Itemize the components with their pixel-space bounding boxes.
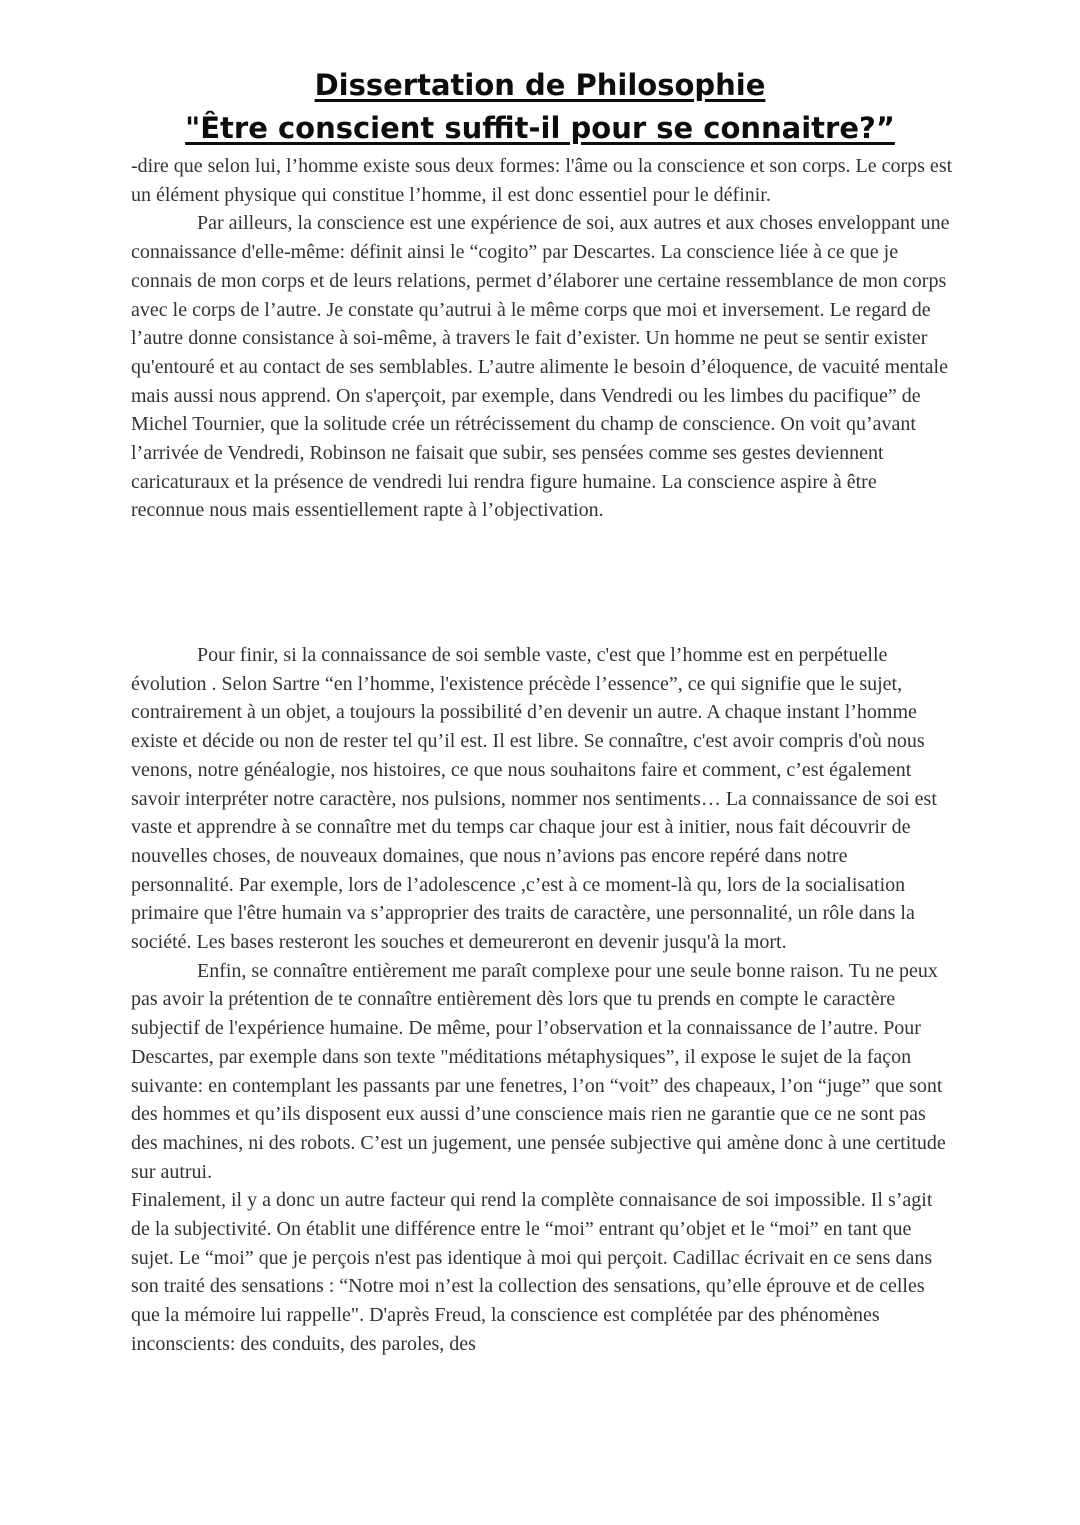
paragraph: Finalement, il y a donc un autre facteur qui rend la complète connaisance de soi impossible. Il s’agit de la subjectivité. On établit une différence entre le “moi” entrant qu’objet et le “moi” en tant que sujet. Le “moi” que je perçois n'est pas identique à moi qui perçoit. Cadillac écrivait en ce sens dans son traité des sensations : “Notre moi n’est la collection des sensations, qu’elle éprouve et de celles que la mémoire lui rappelle". D'après Freud, la conscience est complétée par des phénomènes inconscients: des conduits, des paroles, des: [131, 1189, 933, 1355]
document-title: Dissertation de Philosophie: [314, 68, 766, 102]
document-subtitle: "Être conscient suffit-il pour se connaitre?”: [185, 111, 895, 145]
paragraph: Pour finir, si la connaissance de soi semble vaste, c'est que l’homme est en perpétuelle évolution . Selon Sartre “en l’homme, l'existence précède l’essence”, ce qui signifie que le sujet, contrairement à un objet, a toujours la possibilité d’en devenir un autre. A chaque instant l’homme existe et décide ou non de rester tel qu’il est. Il est libre. Se connaître, c'est avoir compris d'où nous venons, notre généalogie, nos histoires, ce que nous souhaitons faire et comment, c’est également savoir interpréter notre caractère, nos pulsions, nommer nos sentiments… La connaissance de soi est vaste et apprendre à se connaître met du temps car chaque jour est à initier, nous fait découvrir de nouvelles choses, de nouveaux domaines, que nous n’avions pas encore repéré dans notre personnalité. Par exemple, lors de l’adolescence ,c’est à ce moment-là qu, lors de la socialisation primaire que l'être humain va s’approprier des traits de caractère, une personnalité, un rôle dans la société. Les bases resteront les souches et demeureront en devenir jusqu'à la mort.: [131, 644, 937, 954]
paragraph: Par ailleurs, la conscience est une expérience de soi, aux autres et aux choses enveloppant une connaissance d'elle-même: définit ainsi le “cogito” par Descartes. La conscience liée à ce que je connais de mon corps et de leurs relations, permet d’élaborer une certaine ressemblance de mon corps avec le corps de l’autre. Je constate qu’autrui à le même corps que moi et inversement. Le regard de l’autre donne consistance à soi-même, à travers le fait d’exister. Un homme ne peut se sentir exister qu'entouré et au contact de ses semblables. L’autre alimente le besoin d’éloquence, de vacuité mentale mais aussi nous apprend. On s'aperçoit, par exemple, dans Vendredi ou les limbes du pacifique” de Michel Tournier, que la solitude crée un rétrécissement du champ de conscience. On voit qu’avant l’arrivée de Vendredi, Robinson ne faisait que subir, ses pensées comme ses gestes deviennent caricaturaux et la présence de vendredi lui rendra figure humaine. La conscience aspire à être reconnue nous mais essentiellement rapte à l’objectivation.: [131, 212, 950, 522]
paragraph: -dire que selon lui, l’homme existe sous deux formes: l'âme ou la conscience et son corps. Le corps est un élément physique qui constitue l’homme, il est donc essentiel pour le définir.: [131, 155, 953, 206]
text-section-1: [131, 152, 953, 525]
text-section-2: [131, 641, 953, 1359]
paragraph: Enfin, se connaître entièrement me paraît complexe pour une seule bonne raison. Tu ne peux pas avoir la prétention de te connaître entièrement dès lors que tu prends en compte le caractère subjectif de l'expérience humaine. De même, pour l’observation et la connaissance de l’autre. Pour Descartes, par exemple dans son texte "méditations métaphysiques”, il expose le sujet de la façon suivante: en contemplant les passants par une fenetres, l’on “voit” des chapeaux, l’on “juge” que sont des hommes et qu’ils disposent eux aussi d’une conscience mais rien ne garantie que ce ne sont pas des machines, ni des robots. C’est un jugement, une pensée subjective qui amène donc à une certitude sur autrui.: [131, 959, 946, 1183]
